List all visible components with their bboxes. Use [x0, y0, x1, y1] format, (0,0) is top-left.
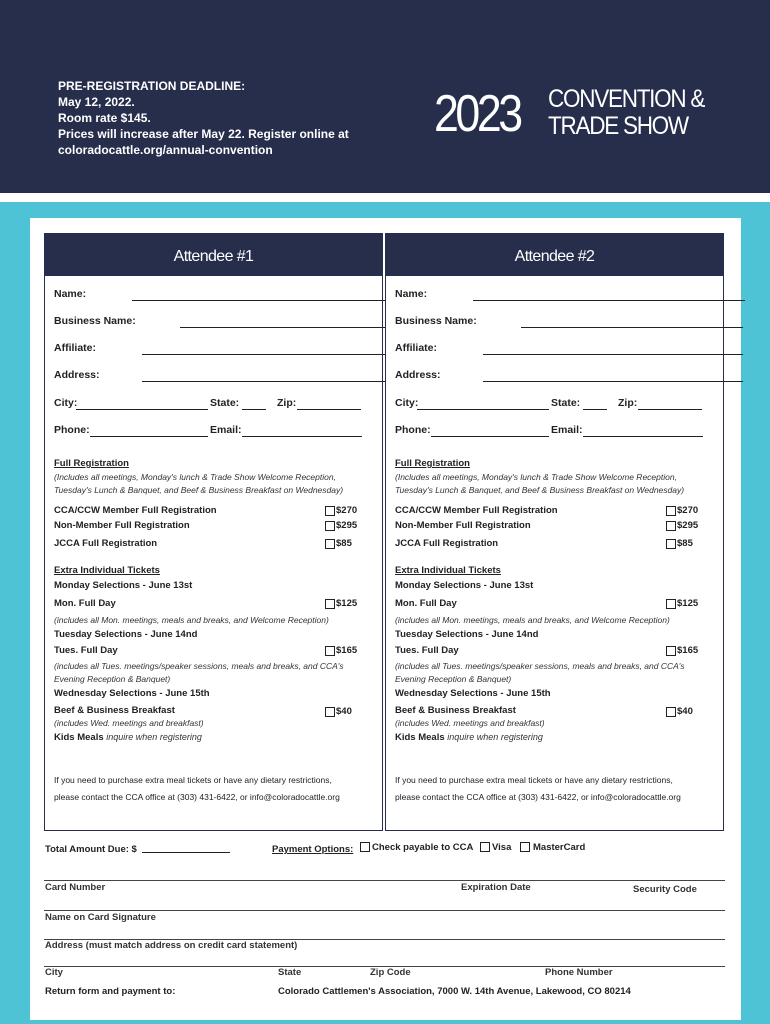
registration-option-label: JCCA Full Registration: [54, 538, 158, 549]
city-field[interactable]: [417, 409, 549, 410]
registration-option-label: CCA/CCW Member Full Registration: [54, 505, 217, 516]
zip-label: Zip:: [618, 397, 638, 409]
zip-field[interactable]: [638, 409, 702, 410]
deadline-line: May 12, 2022.: [58, 95, 135, 109]
registration-option-price: $295: [677, 520, 699, 531]
deadline-line: Room rate $145.: [58, 111, 151, 125]
monday-option-price: $125: [336, 598, 358, 609]
event-title-line2: TRADE SHOW: [548, 112, 688, 140]
kids-meals-line: [395, 732, 543, 743]
address-field[interactable]: [483, 381, 743, 382]
city-label: City:: [395, 397, 419, 409]
tuesday-option-price: $165: [677, 645, 699, 656]
city-label: City:: [54, 397, 78, 409]
registration-option-price: $270: [677, 505, 699, 516]
affiliate-label: Affiliate:: [54, 342, 96, 354]
tuesday-option-note: Evening Reception & Banquet): [54, 674, 171, 684]
deadline-line: PRE-REGISTRATION DEADLINE:: [58, 79, 246, 93]
contact-note: If you need to purchase extra meal tickets or have any dietary restrictions,: [54, 775, 332, 785]
tuesday-option-checkbox[interactable]: [666, 646, 676, 656]
wednesday-option-checkbox[interactable]: [666, 707, 676, 717]
business-label: Business Name:: [395, 315, 477, 327]
registration-option-checkbox[interactable]: [666, 506, 676, 516]
wednesday-option-price: $40: [677, 706, 693, 717]
affiliate-field[interactable]: [483, 354, 743, 355]
billing-phone-label: Phone Number: [545, 967, 613, 978]
state-label: State:: [210, 397, 240, 409]
full-registration-note: (Includes all meetings, Monday's lunch & Trade Show Welcome Reception,: [395, 472, 677, 482]
email-field[interactable]: [583, 436, 703, 437]
phone-field[interactable]: [90, 436, 208, 437]
total-amount-label: Total Amount Due: $: [45, 844, 137, 855]
visa-label: Visa: [492, 842, 512, 853]
contact-note: please contact the CCA office at (303) 431-6422, or info@coloradocattle.org: [395, 792, 681, 802]
card-number-label: Card Number: [45, 882, 106, 893]
contact-note: If you need to purchase extra meal tickets or have any dietary restrictions,: [395, 775, 673, 785]
tuesday-title: Tuesday Selections - June 14nd: [54, 629, 198, 640]
name-field[interactable]: [132, 300, 404, 301]
registration-option-price: $85: [336, 538, 352, 549]
event-title-line1: CONVENTION &: [548, 85, 705, 113]
tuesday-option-label: Tues. Full Day: [54, 645, 118, 656]
kids-meals-note: inquire when registering: [447, 732, 543, 742]
security-code-label: Security Code: [633, 884, 697, 895]
phone-label: Phone:: [395, 424, 431, 436]
registration-option-price: $85: [677, 538, 693, 549]
tuesday-option-note: (includes all Tues. meetings/speaker sessions, meals and breaks, and CCA's: [395, 661, 685, 671]
wednesday-title: Wednesday Selections - June 15th: [395, 688, 551, 699]
full-registration-title: Full Registration: [395, 458, 470, 469]
name-field[interactable]: [473, 300, 745, 301]
tuesday-option-price: $165: [336, 645, 358, 656]
monday-title: Monday Selections - June 13st: [395, 580, 534, 591]
registration-option-label: CCA/CCW Member Full Registration: [395, 505, 558, 516]
deadline-line: Prices will increase after May 22. Register online at: [58, 127, 349, 141]
registration-option-price: $295: [336, 520, 358, 531]
monday-option-note: (includes all Mon. meetings, meals and breaks, and Welcome Reception): [54, 615, 329, 625]
phone-field[interactable]: [431, 436, 549, 437]
monday-option-label: Mon. Full Day: [395, 598, 457, 609]
email-field[interactable]: [242, 436, 362, 437]
monday-title: Monday Selections - June 13st: [54, 580, 193, 591]
tuesday-title: Tuesday Selections - June 14nd: [395, 629, 539, 640]
registration-option-checkbox[interactable]: [666, 521, 676, 531]
state-field[interactable]: [583, 409, 607, 410]
full-registration-note: Tuesday's Lunch & Banquet, and Beef & Business Breakfast on Wednesday): [395, 485, 685, 495]
tuesday-option-checkbox[interactable]: [325, 646, 335, 656]
zip-field[interactable]: [297, 409, 361, 410]
full-registration-title: Full Registration: [54, 458, 129, 469]
wednesday-option-checkbox[interactable]: [325, 707, 335, 717]
header-divider: [0, 193, 770, 202]
check-label: Check payable to CCA: [372, 842, 474, 853]
wednesday-option-note: (includes Wed. meetings and breakfast): [54, 718, 204, 728]
name-label: Name:: [54, 288, 87, 300]
wednesday-option-label: Beef & Business Breakfast: [395, 705, 516, 716]
name-on-card-label: Name on Card Signature: [45, 912, 156, 923]
state-label: State:: [551, 397, 581, 409]
event-title: [548, 86, 704, 140]
affiliate-field[interactable]: [142, 354, 402, 355]
email-label: Email:: [551, 424, 583, 436]
payment-options-label: Payment Options:: [272, 844, 354, 855]
extra-tickets-title: Extra Individual Tickets: [395, 565, 501, 576]
billing-zip-label: Zip Code: [370, 967, 411, 978]
contact-note: please contact the CCA office at (303) 431-6422, or info@coloradocattle.org: [54, 792, 340, 802]
check-checkbox[interactable]: [360, 842, 370, 852]
extra-tickets-title: Extra Individual Tickets: [54, 565, 160, 576]
kids-meals-label: Kids Meals: [54, 732, 104, 743]
phone-label: Phone:: [54, 424, 90, 436]
city-field[interactable]: [76, 409, 208, 410]
wednesday-option-label: Beef & Business Breakfast: [54, 705, 175, 716]
billing-city-label: City: [45, 967, 63, 978]
card-number-field[interactable]: [44, 880, 725, 881]
wednesday-title: Wednesday Selections - June 15th: [54, 688, 210, 699]
card-signature-field[interactable]: [44, 910, 725, 911]
tuesday-option-label: Tues. Full Day: [395, 645, 459, 656]
kids-meals-note: inquire when registering: [106, 732, 202, 742]
address-label: Address:: [54, 369, 100, 381]
total-amount-field[interactable]: [142, 852, 230, 853]
business-label: Business Name:: [54, 315, 136, 327]
registration-option-checkbox[interactable]: [325, 506, 335, 516]
deadline-notice: [58, 78, 398, 158]
registration-option-label: Non-Member Full Registration: [395, 520, 531, 531]
monday-option-checkbox[interactable]: [325, 599, 335, 609]
wednesday-option-price: $40: [336, 706, 352, 717]
registration-option-checkbox[interactable]: [666, 539, 676, 549]
registration-option-checkbox[interactable]: [325, 521, 335, 531]
monday-option-note: (includes all Mon. meetings, meals and breaks, and Welcome Reception): [395, 615, 670, 625]
registration-option-label: JCCA Full Registration: [395, 538, 499, 549]
return-label: Return form and payment to:: [45, 986, 176, 997]
zip-label: Zip:: [277, 397, 297, 409]
address-field[interactable]: [142, 381, 402, 382]
billing-address-label: Address (must match address on credit card statement): [45, 940, 298, 951]
name-label: Name:: [395, 288, 428, 300]
monday-option-checkbox[interactable]: [666, 599, 676, 609]
kids-meals-label: Kids Meals: [395, 732, 445, 743]
tuesday-option-note: Evening Reception & Banquet): [395, 674, 512, 684]
attendee-title: Attendee #2: [386, 234, 723, 276]
affiliate-label: Affiliate:: [395, 342, 437, 354]
deadline-link[interactable]: coloradocattle.org/annual-convention: [58, 143, 273, 157]
business-field[interactable]: [521, 327, 743, 328]
mastercard-checkbox[interactable]: [520, 842, 530, 852]
registration-option-checkbox[interactable]: [325, 539, 335, 549]
kids-meals-line: [54, 732, 202, 743]
mastercard-label: MasterCard: [533, 842, 586, 853]
wednesday-option-note: (includes Wed. meetings and breakfast): [395, 718, 545, 728]
return-address: Colorado Cattlemen's Association, 7000 W. 14th Avenue, Lakewood, CO 80214: [278, 986, 631, 997]
registration-option-price: $270: [336, 505, 358, 516]
attendee-title: Attendee #1: [45, 234, 382, 276]
monday-option-price: $125: [677, 598, 699, 609]
monday-option-label: Mon. Full Day: [54, 598, 116, 609]
tuesday-option-note: (includes all Tues. meetings/speaker sessions, meals and breaks, and CCA's: [54, 661, 344, 671]
expiration-label: Expiration Date: [461, 882, 531, 893]
event-year: 2023: [434, 85, 520, 143]
full-registration-note: Tuesday's Lunch & Banquet, and Beef & Business Breakfast on Wednesday): [54, 485, 344, 495]
business-field[interactable]: [180, 327, 402, 328]
billing-state-label: State: [278, 967, 302, 978]
visa-checkbox[interactable]: [480, 842, 490, 852]
header-banner: [0, 0, 770, 193]
email-label: Email:: [210, 424, 242, 436]
registration-option-label: Non-Member Full Registration: [54, 520, 190, 531]
address-label: Address:: [395, 369, 441, 381]
state-field[interactable]: [242, 409, 266, 410]
full-registration-note: (Includes all meetings, Monday's lunch & Trade Show Welcome Reception,: [54, 472, 336, 482]
